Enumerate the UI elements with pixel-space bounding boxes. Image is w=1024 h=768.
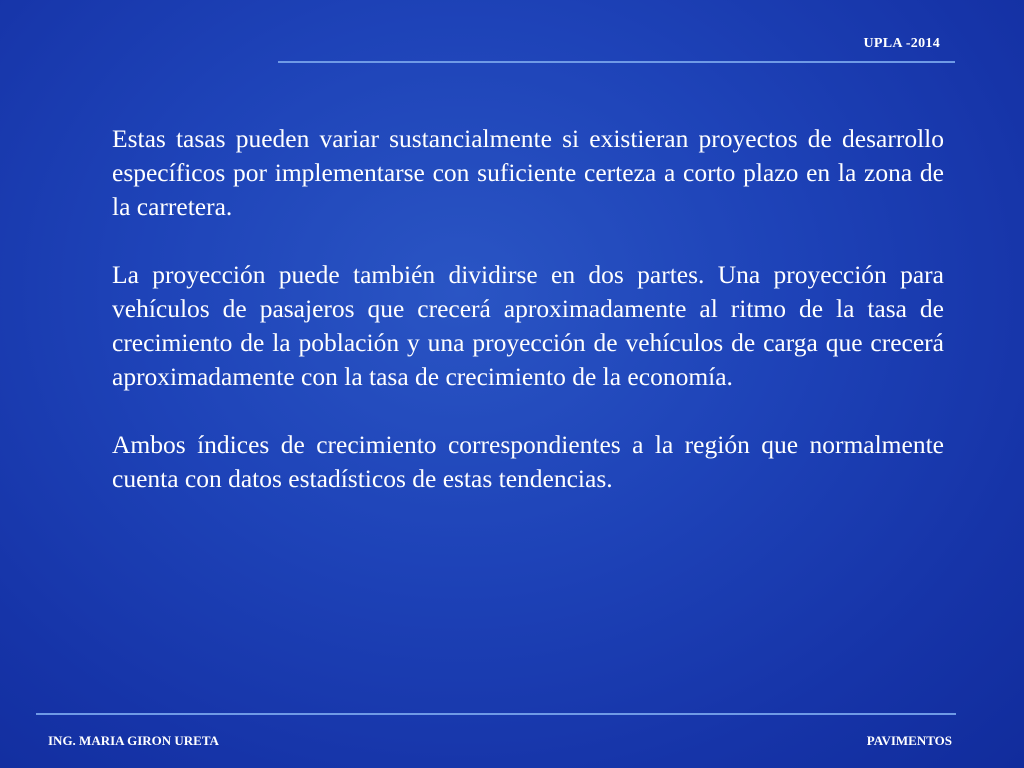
paragraph-2: La proyección puede también dividirse en dos partes. Una proyección para vehículos de pasajeros que crecerá aproximadamente al ritmo de la tasa de crecimiento de la población y una proyección de vehículos de carga que crecerá aproximadamente con la tasa de crecimiento de la economía.	[112, 260, 944, 391]
footer-divider	[36, 713, 956, 715]
paragraph-3: Ambos índices de crecimiento correspondientes a la región que normalmente cuenta con datos estadísticos de estas tendencias.	[112, 430, 944, 493]
footer-author: ING. MARIA GIRON URETA	[48, 733, 219, 748]
header-label: UPLA -2014	[863, 36, 940, 51]
slide-body	[112, 122, 944, 530]
header-divider	[278, 61, 955, 63]
paragraph-1: Estas tasas pueden variar sustancialmente si existieran proyectos de desarrollo específicos por implementarse con suficiente certeza a corto plazo en la zona de la carretera.	[112, 124, 944, 221]
footer-course: PAVIMENTOS	[866, 733, 952, 748]
